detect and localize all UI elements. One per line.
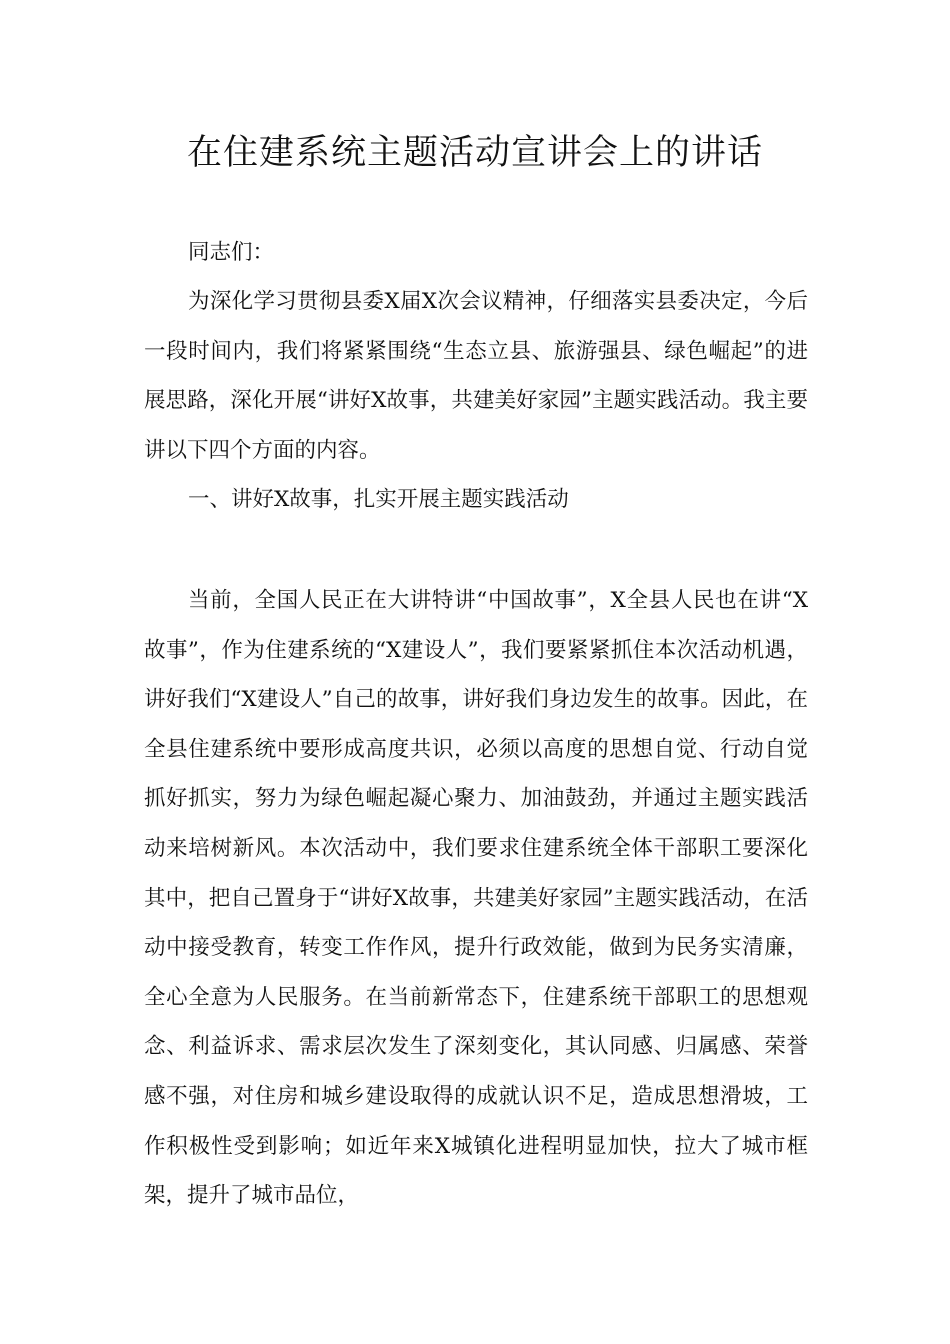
intro-paragraph: 为深化学习贯彻县委X届X次会议精神，仔细落实县委决定，今后一段时间内，我们将紧紧围绕“生态立县、旅游强县、绿色崛起”的进展思路，深化开展“讲好X故事，共建美好家园”主题实践活动。我主要讲以下四个方面的内容。 <box>144 289 808 463</box>
document-title: 在住建系统主题活动宣讲会上的讲话 <box>186 133 763 173</box>
salutation: 同志们： <box>188 240 275 265</box>
section-paragraph: 当前，全国人民正在大讲特讲“中国故事”，X全县人民也在讲“X故事”，作为住建系统的“X建设人”，我们要紧紧抓住本次活动机遇，讲好我们“X建设人”自己的故事，讲好我们身边发生的故事。因此，在全县住建系统中要形成高度共识，必须以高度的思想自觉、行动自觉抓好抓实，努力为绿色崛起凝心聚力、加油鼓劲，并通过主题实践活动来培树新风。本次活动中，我们要求住建系统全体干部职工要深化其中，把自己置身于“讲好X故事，共建美好家园”主题实践活动，在活动中接受教育，转变工作作风，提升行政效能，做到为民务实清廉，全心全意为人民服务。在当前新常态下，住建系统干部职工的思想观念、利益诉求、需求层次发生了深刻变化，其认同感、归属感、荣誉感不强，对住房和城乡建设取得的成就认识不足，造成思想滑坡，工作积极性受到影响；如近年来X城镇化进程明显加快，拉大了城市框架，提升了城市品位， <box>144 588 808 1209</box>
section-heading: 一、讲好X故事，扎实开展主题实践活动 <box>188 487 569 512</box>
